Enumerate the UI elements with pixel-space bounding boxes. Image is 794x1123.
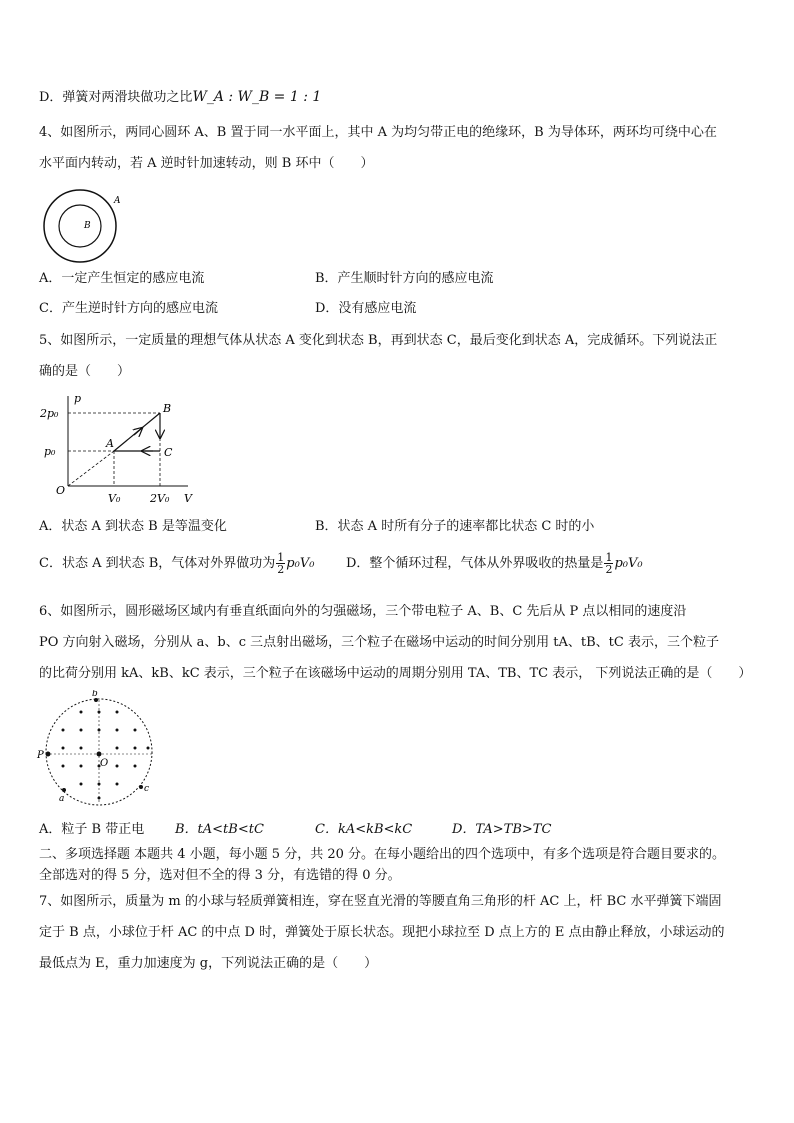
section2-heading-line-2: 全部选对的得 5 分，选对但不全的得 3 分，有选错的得 0 分。 bbox=[39, 868, 401, 883]
q5-option-c-fraction bbox=[276, 552, 285, 575]
q4-stem-line-2: 水平面内转动，若 A 逆时针加速转动，则 B 环中（ ） bbox=[39, 156, 374, 171]
q7-stem-line-2: 定于 B 点，小球位于杆 AC 的中点 D 时，弹簧处于原长状态。现把小球拉至 D 点上方的 E 点由静止释放，小球运动的 bbox=[39, 925, 725, 940]
point-a bbox=[62, 788, 66, 792]
ring-a-label: A bbox=[114, 196, 121, 206]
q6-stem-line-3: 的比荷分别用 kA、kB、kC 表示，三个粒子在该磁场中运动的周期分别用 TA、TB、TC 表示， 下列说法正确的是（ ） bbox=[39, 666, 752, 681]
q6-figure-magnetic-field bbox=[34, 690, 164, 812]
ring-b bbox=[59, 205, 101, 247]
q4-figure-concentric-rings bbox=[38, 188, 128, 264]
q6-stem-line-2: PO 方向射入磁场，分别从 a、b、c 三点射出磁场，三个粒子在磁场中运动的时间分别用 tA、tB、tC 表示，三个粒子 bbox=[39, 635, 719, 650]
q5-option-d-fraction bbox=[604, 552, 613, 575]
q5-option-d-term: p₀V₀ bbox=[614, 556, 643, 571]
ring-a bbox=[44, 190, 116, 262]
q5-option-a: A．状态 A 到状态 B 是等温变化 bbox=[39, 519, 227, 534]
q5-stem-line-2: 确的是（ ） bbox=[39, 364, 131, 379]
q5-figure-pv-diagram bbox=[38, 390, 198, 508]
origin-to-a-guide bbox=[68, 451, 114, 486]
q5-stem-line-1: 5、如图所示，一定质量的理想气体从状态 A 变化到状态 B，再到状态 C，最后变化到状态 A，完成循环。下列说法正 bbox=[39, 333, 718, 348]
point-a-label: A bbox=[106, 437, 114, 450]
tick-p0: p₀ bbox=[44, 445, 56, 458]
q5-option-c-term: p₀V₀ bbox=[286, 556, 315, 571]
point-p-label: P bbox=[37, 750, 44, 761]
q6-option-d: D．TA>TB>TC bbox=[452, 822, 552, 837]
point-p bbox=[46, 752, 51, 757]
q5-option-c-text: C．状态 A 到状态 B，气体对外界做功为 bbox=[39, 556, 276, 571]
tick-v0: V₀ bbox=[108, 492, 121, 505]
fraction-denominator: 2 bbox=[605, 563, 613, 576]
q3-option-d-text: D．弹簧对两滑块做功之比 bbox=[39, 90, 193, 105]
origin-label: O bbox=[56, 484, 66, 497]
fraction-numerator: 1 bbox=[605, 551, 613, 564]
q5-option-c bbox=[39, 552, 314, 575]
ring-b-label: B bbox=[84, 221, 91, 231]
q3-option-d-formula: W_A : W_B = 1 : 1 bbox=[192, 89, 322, 105]
p-axis-label: p bbox=[74, 392, 82, 405]
point-b-label: B bbox=[163, 402, 172, 415]
tick-2v0: 2V₀ bbox=[150, 492, 170, 505]
q7-stem-line-3: 最低点为 E，重力加速度为 g，下列说法正确的是（ ） bbox=[39, 956, 378, 971]
tick-2p0: 2p₀ bbox=[40, 407, 59, 420]
q4-option-c: C．产生逆时针方向的感应电流 bbox=[39, 301, 218, 316]
point-c-label: c bbox=[144, 784, 150, 794]
point-c bbox=[139, 785, 143, 789]
q5-option-b: B．状态 A 时所有分子的速率都比状态 C 时的小 bbox=[315, 519, 595, 534]
q5-option-d bbox=[346, 552, 643, 575]
q4-option-a: A．一定产生恒定的感应电流 bbox=[39, 271, 205, 286]
fraction-numerator: 1 bbox=[277, 551, 285, 564]
point-b-label: b bbox=[92, 690, 98, 699]
q4-option-b: B．产生顺时针方向的感应电流 bbox=[315, 271, 494, 286]
q5-option-d-text: D．整个循环过程，气体从外界吸收的热量是 bbox=[346, 556, 604, 571]
q4-option-d: D．没有感应电流 bbox=[315, 301, 417, 316]
section2-heading-line-1: 二、多项选择题 本题共 4 小题，每小题 5 分，共 20 分。在每小题给出的四个选项中，有多个选项是符合题目要求的。 bbox=[39, 847, 726, 862]
v-axis-label: V bbox=[184, 492, 192, 505]
point-o-label: O bbox=[100, 758, 109, 769]
q6-stem-line-1: 6、如图所示，圆形磁场区域内有垂直纸面向外的匀强磁场，三个带电粒子 A、B、C 先后从 P 点以相同的速度沿 bbox=[39, 604, 687, 619]
q6-option-b: B．tA<tB<tC bbox=[175, 822, 264, 837]
arrow-a-b bbox=[134, 428, 142, 435]
point-c-label: C bbox=[164, 446, 173, 459]
point-a-label: a bbox=[59, 794, 65, 804]
fraction-denominator: 2 bbox=[277, 563, 285, 576]
q6-option-a: A．粒子 B 带正电 bbox=[39, 822, 145, 837]
q4-stem-line-1: 4、如图所示，两同心圆环 A、B 置于同一水平面上，其中 A 为均匀带正电的绝缘环，B 为导体环，两环均可绕中心在 bbox=[39, 125, 717, 140]
field-dots bbox=[62, 711, 150, 800]
q3-option-d bbox=[39, 88, 321, 107]
q7-stem-line-1: 7、如图所示，质量为 m 的小球与轻质弹簧相连，穿在竖直光滑的等腰直角三角形的杆 AC 上，杆 BC 水平弹簧下端固 bbox=[39, 894, 722, 909]
q6-option-c: C．kA<kB<kC bbox=[315, 822, 413, 837]
point-o bbox=[97, 752, 102, 757]
